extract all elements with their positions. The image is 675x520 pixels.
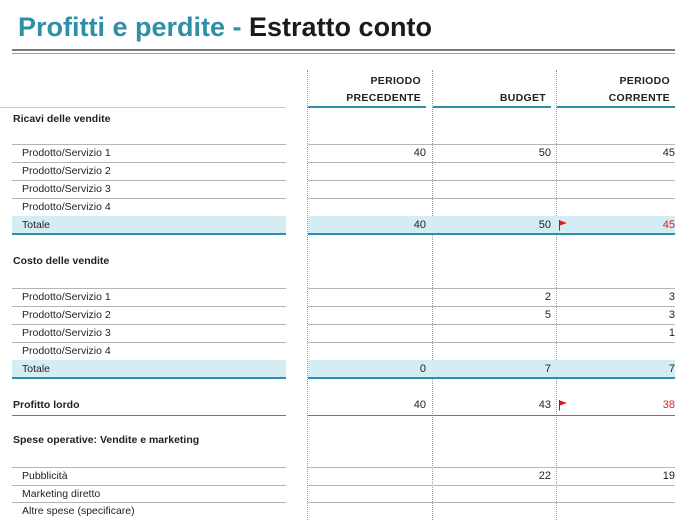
row-divider (308, 485, 675, 486)
table-row[interactable] (0, 198, 675, 216)
row-divider (308, 180, 675, 181)
cell-budget[interactable]: 50 (538, 219, 551, 231)
cell-prev[interactable]: 40 (413, 147, 426, 159)
title-rule-top (12, 49, 675, 51)
total-fill (12, 216, 286, 233)
row-divider (308, 324, 675, 325)
table-row[interactable] (0, 485, 675, 503)
row-divider (12, 342, 286, 343)
header-line: PRECEDENTE (346, 92, 421, 104)
title-main: Profitti e perdite (18, 12, 226, 42)
row-divider (12, 198, 286, 199)
gross-underline (12, 415, 286, 416)
row-divider (308, 162, 675, 163)
gross-underline (308, 415, 675, 416)
cell-budget[interactable]: 22 (538, 470, 551, 482)
title-rule-bottom (12, 53, 675, 54)
row-label[interactable]: Prodotto/Servizio 2 (22, 165, 111, 177)
header-line: CORRENTE (608, 92, 670, 104)
cell-prev[interactable]: 0 (419, 363, 426, 375)
row-label[interactable]: Prodotto/Servizio 4 (22, 201, 111, 213)
header-line: PERIODO (370, 75, 421, 87)
section-title-costo: Costo delle vendite (13, 255, 110, 267)
total-underline (12, 233, 286, 235)
row-divider (308, 144, 675, 145)
cell-curr[interactable]: 1 (668, 327, 675, 339)
total-row[interactable] (0, 360, 675, 378)
row-divider (12, 467, 286, 468)
row-divider (12, 144, 286, 145)
total-label: Totale (22, 363, 51, 375)
table-row[interactable] (0, 180, 675, 198)
header-periodo-precedente[interactable] (308, 73, 421, 107)
header-line: PERIODO (619, 75, 670, 87)
row-label[interactable]: Prodotto/Servizio 3 (22, 183, 111, 195)
table-row[interactable] (0, 467, 675, 485)
table-row[interactable] (0, 144, 675, 162)
total-underline (12, 377, 286, 379)
header-underline (433, 106, 551, 108)
row-label[interactable]: Prodotto/Servizio 1 (22, 291, 111, 303)
cell-curr[interactable]: 3 (668, 309, 675, 321)
row-label[interactable]: Prodotto/Servizio 1 (22, 147, 111, 159)
row-divider (12, 288, 286, 289)
row-divider (308, 198, 675, 199)
row-label[interactable]: Prodotto/Servizio 2 (22, 309, 111, 321)
cell-budget[interactable]: 43 (538, 399, 551, 411)
header-periodo-corrente[interactable] (557, 73, 670, 107)
title-sub: Estratto conto (249, 12, 433, 42)
cell-budget[interactable]: 2 (544, 291, 551, 303)
row-divider (12, 180, 286, 181)
cell-prev[interactable]: 40 (413, 219, 426, 231)
gross-profit-label: Profitto lordo (13, 399, 80, 411)
table-row[interactable] (0, 324, 675, 342)
row-divider (308, 288, 675, 289)
row-divider (12, 502, 286, 503)
table-row[interactable] (0, 342, 675, 360)
gross-profit-row[interactable] (0, 396, 675, 414)
header-underline (308, 106, 426, 108)
table-row[interactable] (0, 306, 675, 324)
header-underline (557, 106, 675, 108)
page-title (18, 12, 432, 43)
title-separator: - (225, 12, 250, 42)
total-row[interactable] (0, 216, 675, 234)
row-label[interactable]: Prodotto/Servizio 4 (22, 345, 111, 357)
row-divider (308, 502, 675, 503)
cell-curr[interactable]: 19 (662, 470, 675, 482)
cell-budget[interactable]: 7 (544, 363, 551, 375)
row-label[interactable]: Prodotto/Servizio 3 (22, 327, 111, 339)
section-title-ricavi: Ricavi delle vendite (13, 113, 111, 125)
row-label[interactable]: Pubblicità (22, 470, 68, 482)
header-budget[interactable]: BUDGET (499, 92, 546, 104)
section-title-spese: Spese operative: Vendite e marketing (13, 434, 200, 446)
cell-curr[interactable]: 38 (662, 399, 675, 411)
cell-curr[interactable]: 7 (668, 363, 675, 375)
row-divider (12, 324, 286, 325)
cell-curr[interactable]: 45 (662, 219, 675, 231)
row-divider (12, 485, 286, 486)
cell-budget[interactable]: 50 (538, 147, 551, 159)
row-label[interactable]: Altre spese (specificare) (22, 505, 135, 517)
cell-prev[interactable]: 40 (413, 399, 426, 411)
total-label: Totale (22, 219, 51, 231)
cell-curr[interactable]: 3 (668, 291, 675, 303)
total-fill (12, 360, 286, 377)
row-divider (308, 467, 675, 468)
table-row[interactable] (0, 502, 675, 520)
row-divider (12, 306, 286, 307)
table-row[interactable] (0, 162, 675, 180)
cell-curr[interactable]: 45 (662, 147, 675, 159)
row-divider (12, 162, 286, 163)
table-row[interactable] (0, 288, 675, 306)
header-rule (0, 107, 286, 108)
row-divider (308, 342, 675, 343)
cell-budget[interactable]: 5 (544, 309, 551, 321)
row-divider (308, 306, 675, 307)
row-label[interactable]: Marketing diretto (22, 488, 101, 500)
